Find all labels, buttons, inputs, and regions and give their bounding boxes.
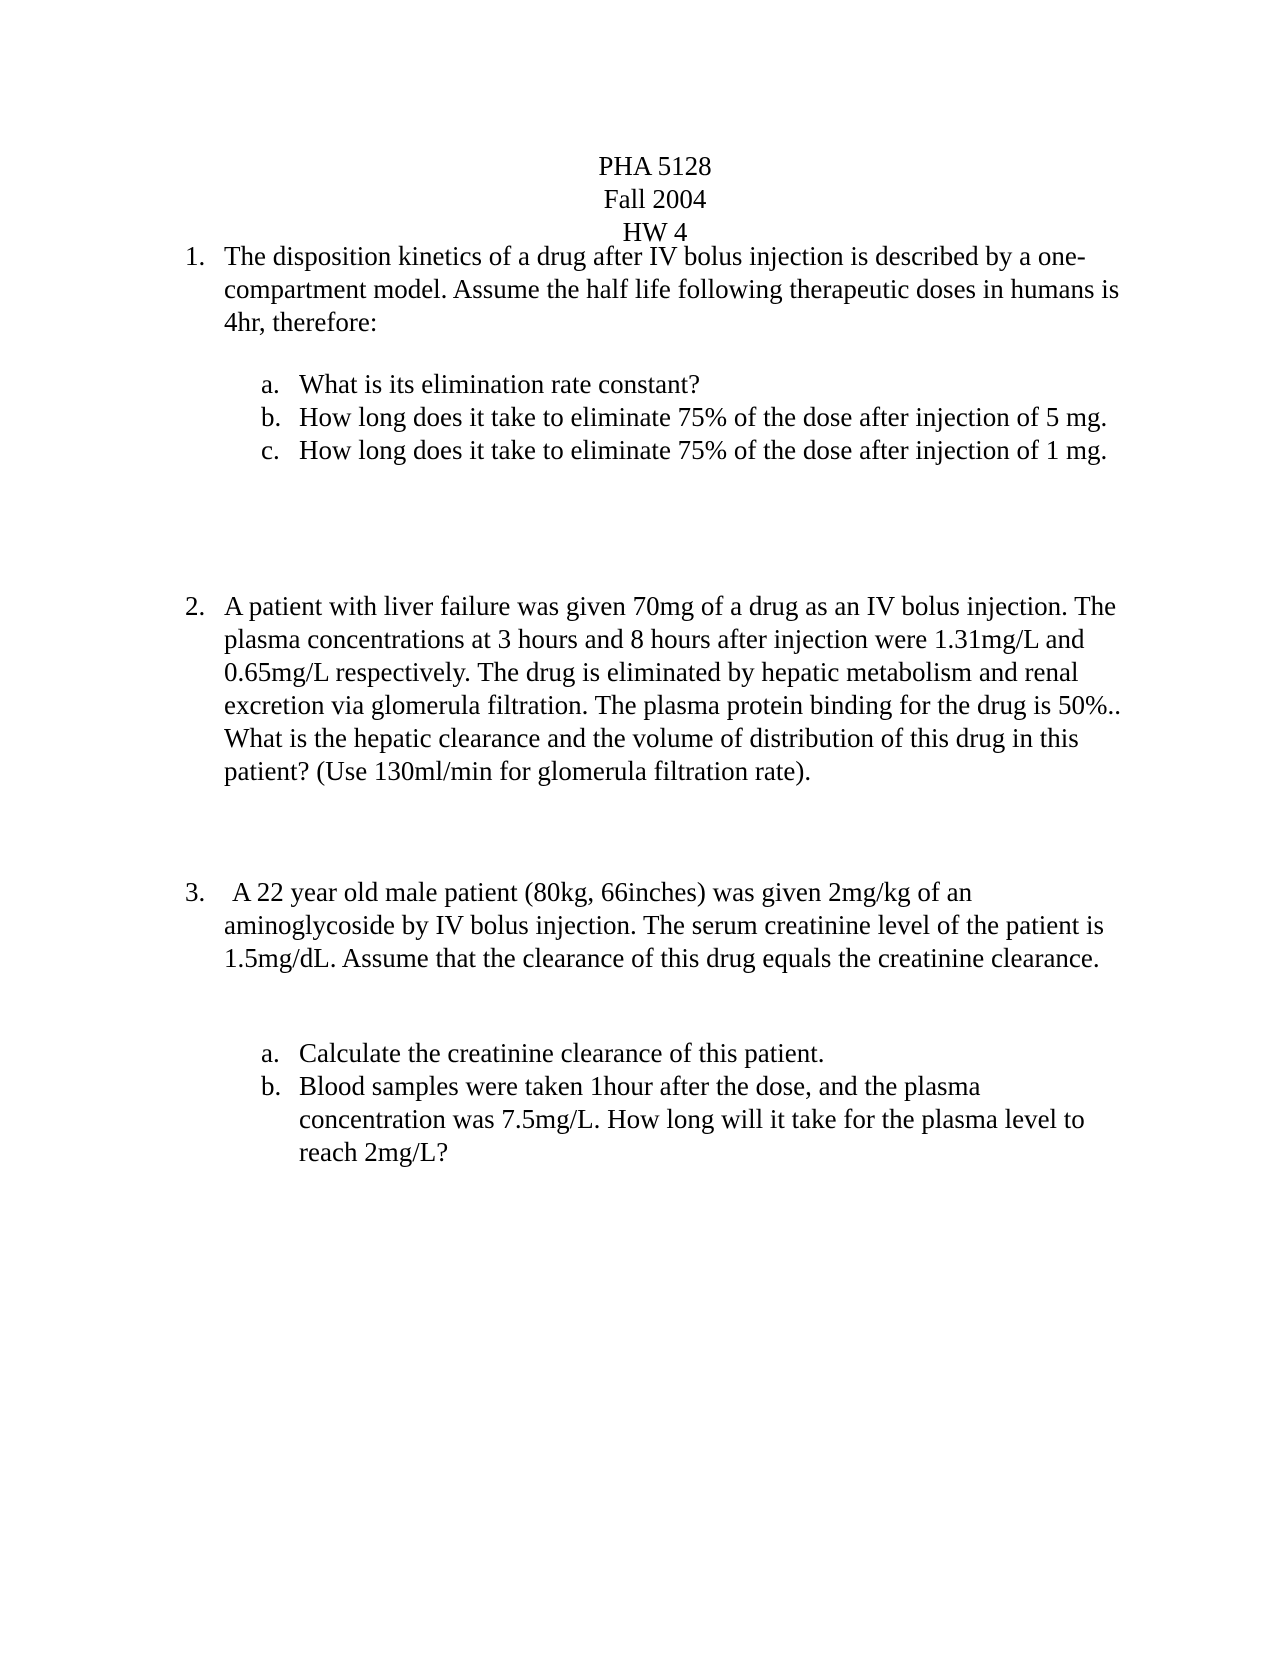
question-1-parts: [261, 368, 1131, 467]
part-text: Calculate the creatinine clearance of this patient.: [299, 1038, 825, 1068]
question-number: 3.: [185, 877, 206, 907]
question-part: [261, 368, 1131, 401]
question-part: [261, 1037, 1131, 1070]
question-3: [185, 876, 1125, 975]
part-letter: a.: [261, 369, 280, 399]
question-number: 1.: [185, 241, 206, 271]
question-text: The disposition kinetics of a drug after IV bolus injection is described by a one-compartment model. Assume the half life following therapeutic doses in humans is 4hr, therefore:: [224, 241, 1120, 337]
document-header: [0, 150, 1280, 249]
question-2: [185, 590, 1125, 788]
question-3-parts: [261, 1037, 1131, 1169]
question-1: [185, 240, 1125, 339]
assignment-title: HW 4: [622, 217, 688, 247]
question-part: [261, 401, 1131, 434]
question-part: [261, 434, 1131, 467]
part-text: Blood samples were taken 1hour after the dose, and the plasma concentration was 7.5mg/L. How long will it take for the plasma level to reach 2mg/L?: [299, 1071, 1085, 1167]
part-text: How long does it take to eliminate 75% of the dose after injection of 5 mg.: [299, 402, 1108, 432]
term: Fall 2004: [603, 184, 707, 214]
question-text: A 22 year old male patient (80kg, 66inches) was given 2mg/kg of an aminoglycoside by IV bolus injection. The serum creatinine level of the patient is 1.5mg/dL. Assume that the clearance of this drug equals the creatinine clearance.: [224, 877, 1105, 973]
part-text: What is its elimination rate constant?: [299, 369, 701, 399]
question-number: 2.: [185, 591, 206, 621]
part-letter: c.: [261, 435, 280, 465]
question-text: A patient with liver failure was given 70mg of a drug as an IV bolus injection. The plasma concentrations at 3 hours and 8 hours after injection were 1.31mg/L and 0.65mg/L respectively. The drug is eliminated by hepatic metabolism and renal excretion via glomerula filtration. The plasma protein binding for the drug is 50%.. What is the hepatic clearance and the volume of distribution of this drug in this patient? (Use 130ml/min for glomerula filtration rate).: [224, 591, 1122, 786]
course-code: PHA 5128: [598, 151, 712, 181]
part-letter: a.: [261, 1038, 280, 1068]
part-text: How long does it take to eliminate 75% of the dose after injection of 1 mg.: [299, 435, 1108, 465]
question-part: [261, 1070, 1131, 1169]
part-letter: b.: [261, 1071, 282, 1101]
part-letter: b.: [261, 402, 282, 432]
